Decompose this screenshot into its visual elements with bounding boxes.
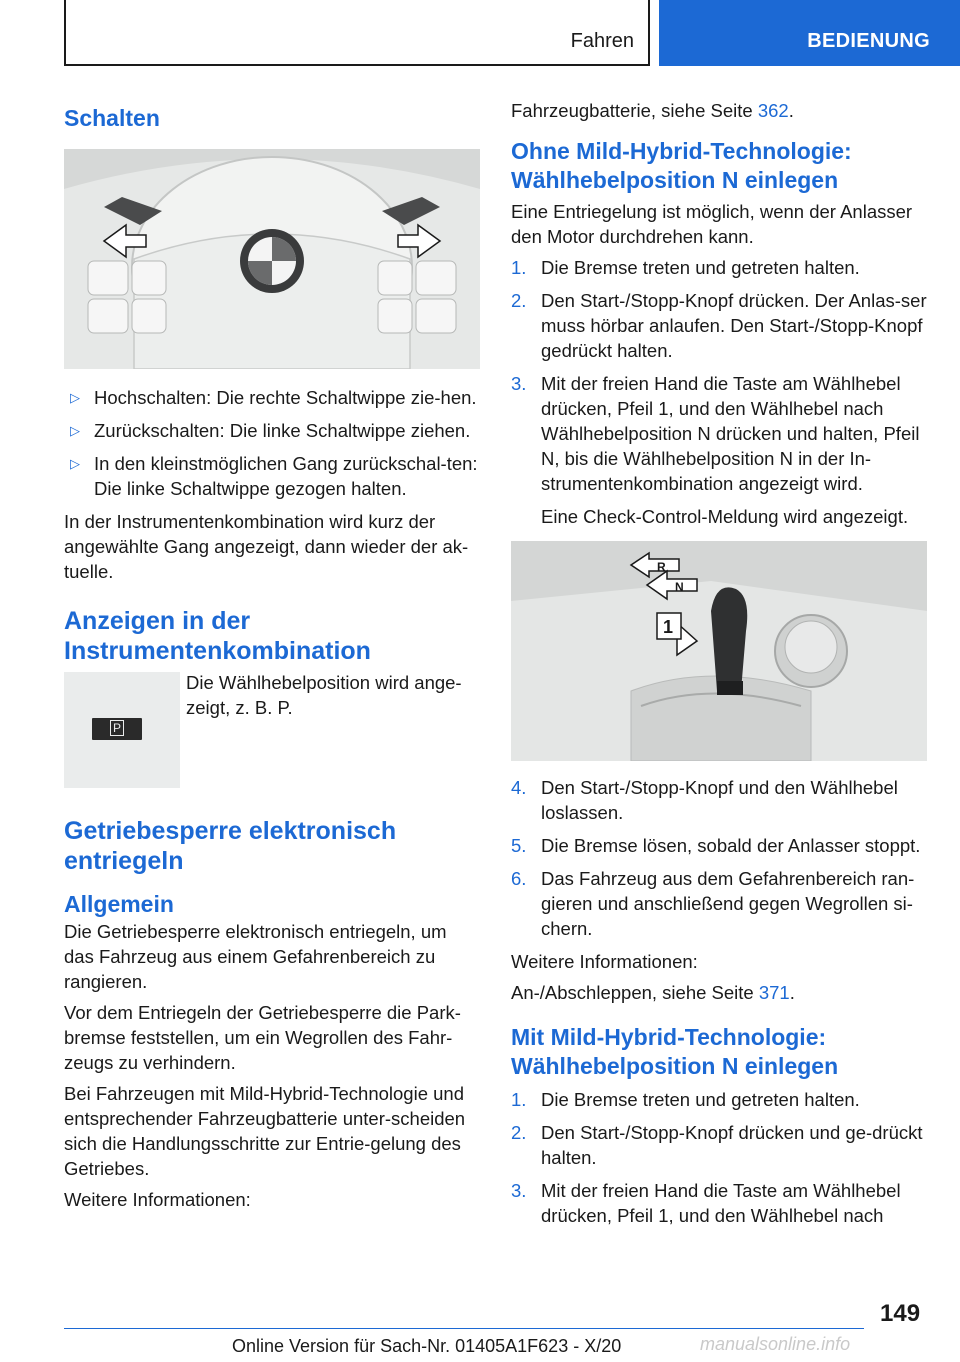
- page-number: 149: [880, 1300, 921, 1327]
- steering-wheel-figure: [64, 149, 480, 369]
- list-item: 2. Den Start-/Stopp-Knopf drücken. Der Anlas-ser muss hörbar anlaufen. Den Start-/Stopp-Knopf gedrückt halten.: [511, 290, 927, 361]
- list-item: 6. Das Fahrzeug aus dem Gefahrenbereich ran-gieren und anschließend gegen Wegrollen si-chern.: [511, 868, 915, 939]
- steps-mit-list: [511, 1087, 927, 1228]
- gear-selector-figure: [511, 541, 927, 761]
- header-chapter: Fahren: [570, 30, 634, 52]
- list-item: 1. Die Bremse treten und getreten halten.: [511, 257, 860, 278]
- paragraph-weitere-left: Weitere Informationen:: [64, 1189, 251, 1210]
- left-column: [64, 98, 480, 1218]
- triangle-arrow-icon: ▷: [70, 390, 80, 405]
- list-item: ▷ In den kleinstmöglichen Gang zurückschal-ten: Die linke Schaltwippe gezogen halten.: [70, 453, 478, 499]
- heading-mit-mild-hybrid: Mit Mild-Hybrid-Technologie: Wählhebelposition N einlegen: [511, 1024, 839, 1079]
- steps-ohne-list: [511, 255, 927, 496]
- triangle-arrow-icon: ▷: [70, 423, 80, 438]
- heading-ohne-mild-hybrid: Ohne Mild-Hybrid-Technologie: Wählhebelposition N einlegen: [511, 138, 852, 193]
- list-item: 4. Den Start-/Stopp-Knopf und den Wählhebel loslassen.: [511, 777, 898, 823]
- selector-position-indicator: [64, 672, 180, 788]
- indicator-block: [64, 672, 480, 788]
- paragraph-allgemein-2: Vor dem Entriegeln der Getriebesperre die Park-bremse feststellen, um ein Wegrollen des Fahr-zeugs zu verhindern.: [64, 1002, 461, 1073]
- paragraph-abschleppen: An-/Abschleppen, siehe Seite 371.: [511, 982, 795, 1003]
- heading-allgemein: Allgemein: [64, 891, 174, 917]
- list-item: ▷ Zurückschalten: Die linke Schaltwippe ziehen.: [70, 420, 471, 441]
- step3-note: Eine Check-Control-Meldung wird angezeigt.: [541, 506, 909, 527]
- paragraph-ohne: Eine Entriegelung ist möglich, wenn der Anlasser den Motor durchdrehen kann.: [511, 201, 913, 247]
- page-link-362[interactable]: 362: [757, 100, 789, 121]
- watermark: manualsonline.info: [700, 1334, 851, 1354]
- figure-label-1: 1: [663, 617, 674, 637]
- paragraph-anzeigen: Die Wählhebelposition wird ange-zeigt, z. B. P.: [186, 672, 462, 718]
- triangle-arrow-icon: ▷: [70, 456, 80, 471]
- list-item: 3. Mit der freien Hand die Taste am Wählhebel drücken, Pfeil 1, und den Wählhebel nach: [511, 1180, 901, 1226]
- paragraph-allgemein-3: Bei Fahrzeugen mit Mild-Hybrid-Technologie und entsprechender Fahrzeugbatterie unter-scheiden sich die Handlungsschritte zur Entrie-gelung des Getriebes.: [64, 1083, 466, 1179]
- list-item: 5. Die Bremse lösen, sobald der Anlasser stoppt.: [511, 835, 921, 856]
- paragraph-batterie: Fahrzeugbatterie, siehe Seite 362.: [511, 100, 794, 121]
- list-item: 2. Den Start-/Stopp-Knopf drücken und ge-drückt halten.: [511, 1122, 923, 1168]
- heading-schalten: Schalten: [64, 105, 160, 131]
- right-column: [511, 98, 927, 1236]
- header-section-tab: [659, 0, 960, 66]
- p-indicator-icon: P: [92, 718, 142, 740]
- paragraph-allgemein-1: Die Getriebesperre elektronisch entriegeln, um das Fahrzeug aus einem Gefahrenbereich zu rangieren.: [64, 921, 447, 992]
- list-item: ▷ Hochschalten: Die rechte Schaltwippe zie-hen.: [70, 387, 477, 408]
- heading-anzeigen: Anzeigen in der Instrumentenkombination: [64, 607, 371, 665]
- figure-label-n: N: [675, 580, 684, 594]
- footer-divider: [64, 1328, 864, 1329]
- header-section: BEDIENUNG: [807, 30, 930, 52]
- list-item: 1. Die Bremse treten und getreten halten.: [511, 1089, 860, 1110]
- page-link-371[interactable]: 371: [758, 982, 790, 1003]
- header-chapter-box: [64, 0, 650, 66]
- figure-label-r: R: [657, 560, 666, 574]
- footer-version-text: Online Version für Sach-Nr. 01405A1F623 - X/20: [232, 1336, 622, 1356]
- paragraph-weitere-right: Weitere Informationen:: [511, 951, 698, 972]
- heading-getriebesperre: Getriebesperre elektronisch entriegeln: [64, 817, 397, 875]
- list-item: 3. Mit der freien Hand die Taste am Wählhebel drücken, Pfeil 1, und den Wählhebel nach Wählhebelposition N drücken und halten, Pfeil N, bis die Wählhebelposition N in der In-strumentenkombination angezeigt wird.: [511, 373, 920, 494]
- steps-ohne-list-2: [511, 775, 927, 941]
- paragraph-instrument: In der Instrumentenkombination wird kurz der angewählte Gang angezeigt, dann wieder der ak-tuelle.: [64, 511, 469, 582]
- shift-bullet-list: [64, 385, 480, 501]
